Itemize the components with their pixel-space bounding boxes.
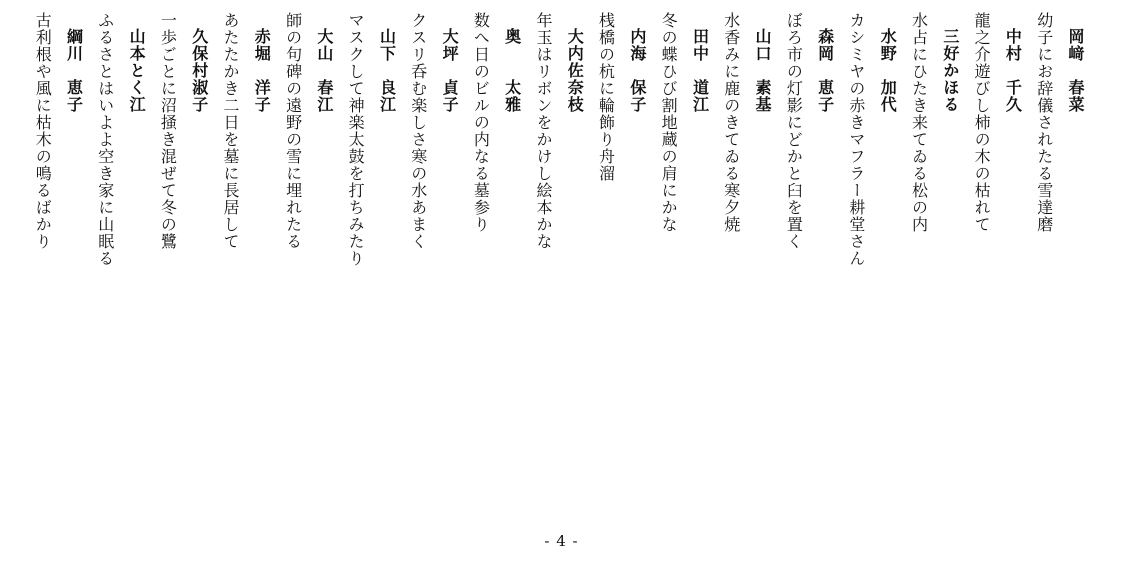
haiku-entry <box>215 12 278 312</box>
haiku-author: 大坪 貞子 <box>440 28 460 113</box>
haiku-author: 中村 千久 <box>1003 28 1023 113</box>
haiku-verse: 師の句碑の遠野の雪に埋れたる <box>283 12 303 250</box>
haiku-author: 大山 春江 <box>314 28 334 113</box>
haiku-verse: 一歩ごとに沼掻き混ぜて冬の鷺 <box>158 12 178 250</box>
haiku-entry <box>528 12 591 312</box>
haiku-verse: 水占にひたき来てゐる松の内 <box>909 12 929 233</box>
haiku-author: 奥 太雅 <box>502 28 522 113</box>
haiku-entry <box>715 12 778 312</box>
haiku-verse: カシミヤの赤きマフラー耕堂さん <box>846 12 866 267</box>
haiku-author: 山口 素基 <box>753 28 773 113</box>
page-number: - 4 - <box>544 532 579 550</box>
haiku-author: 赤堀 洋子 <box>252 28 272 113</box>
haiku-verse: クスリ呑む楽しさ寒の水あまく <box>408 12 428 250</box>
haiku-author: 山本とく江 <box>127 28 147 113</box>
haiku-entry <box>590 12 653 312</box>
haiku-verse: あたたかき二日を墓に長居して <box>220 12 240 250</box>
haiku-entry <box>152 12 215 312</box>
haiku-verse: 年玉はリボンをかけし絵本かな <box>533 12 553 250</box>
haiku-verse: 数へ日のビルの内なる墓参り <box>471 12 491 233</box>
haiku-author: 岡﨑 春菜 <box>1066 28 1085 113</box>
haiku-verse: 水香みに鹿のきてゐる寒夕焼 <box>721 12 741 233</box>
haiku-entry <box>277 12 340 312</box>
haiku-entry <box>465 12 528 312</box>
haiku-author: 山下 良江 <box>377 28 397 113</box>
haiku-verse: 龍之介遊びし柿の木の枯れて <box>972 12 992 233</box>
haiku-author: 森岡 恵子 <box>815 28 835 113</box>
haiku-entry <box>1028 12 1091 312</box>
haiku-author: 大内佐奈枝 <box>565 28 585 113</box>
haiku-entry <box>90 12 153 312</box>
haiku-entry <box>841 12 904 312</box>
haiku-entry <box>653 12 716 312</box>
haiku-verse: 冬の蝶ひび割地蔵の肩にかな <box>659 12 679 233</box>
haiku-author: 久保村淑子 <box>189 28 209 113</box>
haiku-author: 水野 加代 <box>878 28 898 113</box>
haiku-verse: ぼろ市の灯影にどかと臼を置く <box>784 12 804 250</box>
haiku-verse: ふるさとはいよよ空き家に山眠る <box>95 12 115 267</box>
haiku-entry <box>903 12 966 312</box>
haiku-entry <box>966 12 1029 312</box>
haiku-author: 綱川 恵子 <box>64 28 84 113</box>
haiku-entry <box>402 12 465 312</box>
haiku-column-area <box>27 12 1091 312</box>
haiku-author: 田中 道江 <box>690 28 710 113</box>
haiku-author: 三好かほる <box>940 28 960 113</box>
haiku-verse: 幼子にお辞儀されたる雪達磨 <box>1034 12 1054 233</box>
haiku-verse: 桟橋の杭に輪飾り舟溜 <box>596 12 616 182</box>
haiku-verse: 古利根や風に枯木の鳴るばかり <box>33 12 53 250</box>
haiku-entry <box>27 12 90 312</box>
haiku-entry <box>778 12 841 312</box>
haiku-author: 内海 保子 <box>627 28 647 113</box>
haiku-entry <box>340 12 403 312</box>
haiku-verse: マスクして神楽太鼓を打ちみたり <box>346 12 366 267</box>
